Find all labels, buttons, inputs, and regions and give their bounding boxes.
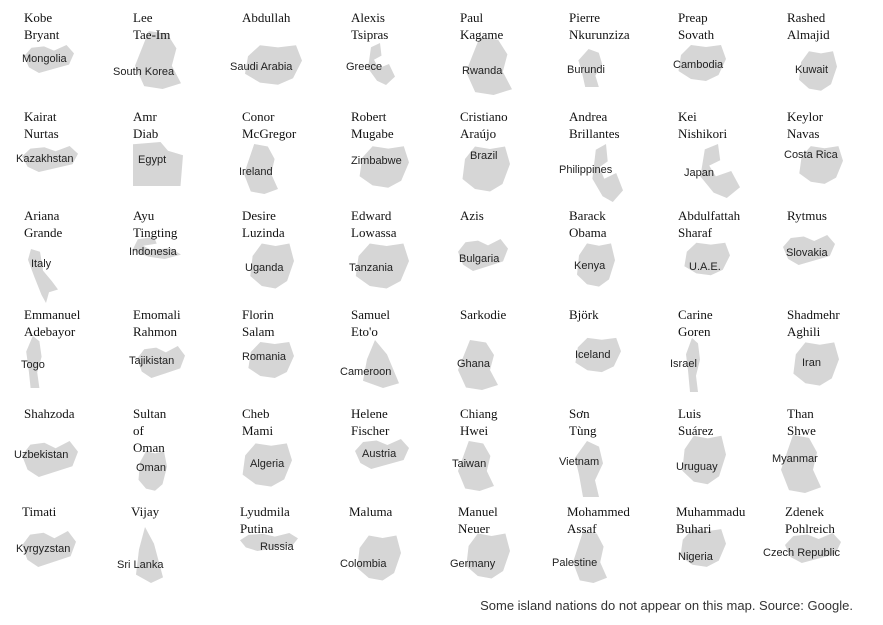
- country-label: Oman: [136, 462, 166, 474]
- country-label: Tanzania: [349, 262, 394, 274]
- country-label: Kenya: [574, 260, 606, 272]
- country-cell: [242, 306, 351, 405]
- country-shape: [363, 340, 399, 388]
- country-cell: [763, 503, 883, 602]
- source-note: Some island nations do not appear on this map. Source: Google.: [480, 598, 853, 613]
- country-label: Saudi Arabia: [230, 61, 293, 73]
- country-label: Austria: [362, 448, 397, 460]
- country-label: Algeria: [250, 458, 285, 470]
- country-label: Japan: [684, 167, 714, 179]
- country-cell: [450, 503, 567, 602]
- country-cell: [457, 306, 569, 405]
- person-name: Samuel Eto'o: [351, 307, 390, 339]
- country-cell: [673, 9, 787, 108]
- country-label: Tajikistan: [129, 355, 175, 367]
- country-cell: [14, 405, 133, 504]
- country-cell: [351, 405, 460, 504]
- country-cell: [772, 405, 883, 504]
- person-name: Shahzoda: [24, 406, 75, 421]
- person-name: Manuel Neuer: [458, 504, 498, 536]
- person-name: Sơn Tùng: [569, 406, 597, 438]
- country-silhouette: [359, 340, 399, 388]
- country-silhouette: [464, 531, 510, 581]
- person-name: Robert Mugabe: [351, 109, 394, 141]
- person-name: Chiang Hwei: [460, 406, 498, 438]
- country-label: Indonesia: [129, 246, 177, 258]
- country-cell: [569, 207, 678, 306]
- person-name: Desire Luzinda: [242, 208, 285, 240]
- country-cell: [113, 9, 242, 108]
- country-shape: [466, 534, 510, 579]
- country-label: Taiwan: [452, 458, 487, 470]
- person-name: Emomali Rahmon: [133, 307, 181, 339]
- person-name: Luis Suárez: [678, 406, 714, 438]
- country-cell: [117, 503, 240, 602]
- country-label: Uganda: [245, 262, 284, 274]
- country-label: Cameroon: [340, 366, 392, 378]
- country-label: Brazil: [470, 150, 498, 162]
- country-label: Bulgaria: [459, 253, 500, 265]
- person-name: Conor McGregor: [242, 109, 297, 141]
- person-name: Sultan of Oman: [133, 406, 167, 455]
- country-silhouette: [133, 527, 163, 583]
- country-label: Egypt: [138, 154, 167, 166]
- person-name: Keylor Navas: [787, 109, 824, 141]
- country-label: Palestine: [552, 557, 598, 569]
- country-label: Ireland: [239, 166, 273, 178]
- country-label: Burundi: [567, 64, 605, 76]
- country-cell: [239, 108, 351, 207]
- country-cell: [230, 9, 351, 108]
- person-name: Carine Goren: [678, 307, 713, 339]
- country-shape: [575, 441, 603, 497]
- person-name: Paul Kagame: [460, 10, 504, 42]
- person-name: Ayu Tingting: [133, 208, 178, 240]
- country-cell: [129, 306, 242, 405]
- country-cell: [242, 405, 351, 504]
- person-name: Emmanuel Adebayor: [24, 307, 81, 339]
- country-label: Cambodia: [673, 59, 724, 71]
- country-label: Mongolia: [22, 53, 67, 65]
- country-label: Kyrgyzstan: [16, 543, 71, 555]
- country-label: Colombia: [340, 558, 387, 570]
- country-label: Ghana: [457, 358, 491, 370]
- country-cell: [133, 405, 242, 504]
- country-label: Costa Rica: [784, 149, 838, 161]
- person-name: Abdullah: [242, 10, 291, 25]
- person-name: Helene Fischer: [351, 406, 390, 438]
- person-name: Florin Salam: [242, 307, 275, 339]
- person-name: Zdenek Pohlreich: [785, 504, 835, 536]
- person-name: Lee Tae-Im: [133, 10, 171, 42]
- country-label: Vietnam: [559, 456, 600, 468]
- country-cell: [569, 9, 678, 108]
- country-cell: [452, 405, 569, 504]
- country-cell: [559, 405, 678, 504]
- country-cell: [678, 207, 787, 306]
- person-name: Azis: [460, 208, 484, 223]
- country-silhouette: [680, 433, 726, 487]
- country-cell: [678, 405, 787, 504]
- country-label: Russia: [260, 541, 294, 553]
- person-name: Than Shwe: [787, 406, 816, 438]
- country-cell: [559, 108, 678, 207]
- person-name: Kobe Bryant: [24, 10, 60, 42]
- country-label: Philippines: [559, 164, 613, 176]
- person-name: Maluma: [349, 504, 393, 519]
- person-name: Björk: [569, 307, 599, 322]
- country-cell: [240, 503, 349, 602]
- person-name: Shadmehr Aghili: [787, 307, 840, 339]
- person-name: Kei Nishikori: [678, 109, 728, 141]
- country-cell: [351, 108, 460, 207]
- person-name: Cristiano Araújo: [460, 109, 508, 141]
- person-name: Vijay: [131, 504, 160, 519]
- country-label: Uzbekistan: [14, 449, 69, 461]
- person-name: Barack Obama: [569, 208, 607, 240]
- country-cell: [787, 207, 883, 306]
- country-label: Kuwait: [795, 64, 829, 76]
- country-label: Greece: [346, 61, 383, 73]
- country-label: Israel: [670, 358, 697, 370]
- country-label: U.A.E.: [689, 261, 721, 273]
- country-shape: [682, 436, 726, 485]
- country-label: Iceland: [575, 349, 611, 361]
- country-cell: [16, 503, 131, 602]
- person-name: Pierre Nkurunziza: [569, 10, 630, 42]
- country-label: Zimbabwe: [351, 155, 402, 167]
- country-cell: [460, 108, 569, 207]
- country-cell: [787, 9, 883, 108]
- country-label: Czech Republic: [763, 547, 841, 559]
- country-cell: [129, 207, 242, 306]
- country-label: Myanmar: [772, 453, 818, 465]
- country-label: Kazakhstan: [16, 153, 74, 165]
- person-name: Andrea Brillantes: [569, 109, 620, 141]
- person-name: Cheb Mami: [242, 406, 274, 438]
- person-name: Edward Lowassa: [351, 208, 397, 240]
- country-cell: [460, 207, 569, 306]
- country-cell: [242, 207, 351, 306]
- country-cell: [346, 9, 460, 108]
- country-cell: [24, 9, 133, 108]
- country-cell: [784, 108, 883, 207]
- country-cell: [21, 306, 133, 405]
- person-name: Rashed Almajid: [787, 10, 830, 42]
- country-cell: [340, 503, 458, 602]
- person-name: Mohammed Assaf: [567, 504, 630, 536]
- country-label: Italy: [31, 258, 52, 270]
- country-cell: [787, 306, 883, 405]
- country-label: South Korea: [113, 66, 175, 78]
- country-label: Togo: [21, 359, 45, 371]
- country-cell: [16, 108, 133, 207]
- country-cell: [552, 503, 676, 602]
- person-name: Kairat Nurtas: [24, 109, 59, 141]
- person-name: Muhammadu Buhari: [676, 504, 746, 536]
- country-cell: [351, 207, 460, 306]
- country-label: Uruguay: [676, 461, 718, 473]
- person-name: Ariana Grande: [24, 208, 63, 240]
- country-cell: [670, 306, 787, 405]
- country-label: Sri Lanka: [117, 559, 164, 571]
- person-name: Preap Sovath: [678, 10, 715, 42]
- person-name: Timati: [22, 504, 57, 519]
- person-name: Rytmus: [787, 208, 827, 223]
- person-name: Amr Diab: [133, 109, 159, 141]
- country-shape: [136, 527, 163, 583]
- country-cell: [340, 306, 460, 405]
- person-name: Sarkodie: [460, 307, 507, 322]
- country-label: Nigeria: [678, 551, 713, 563]
- country-cell: [133, 108, 242, 207]
- country-cell: [460, 9, 569, 108]
- country-label: Slovakia: [786, 247, 828, 259]
- person-name: Alexis Tsipras: [351, 10, 389, 42]
- country-label: Germany: [450, 558, 496, 570]
- country-cell: [678, 108, 787, 207]
- country-label: Romania: [242, 351, 287, 363]
- country-label: Iran: [802, 357, 821, 369]
- country-silhouette: [571, 441, 611, 497]
- country-label: Rwanda: [462, 65, 503, 77]
- person-name: Lyudmila Putina: [240, 504, 290, 536]
- country-cell: [569, 306, 678, 405]
- person-name: Abdulfattah Sharaf: [678, 208, 741, 240]
- country-cell: [24, 207, 133, 306]
